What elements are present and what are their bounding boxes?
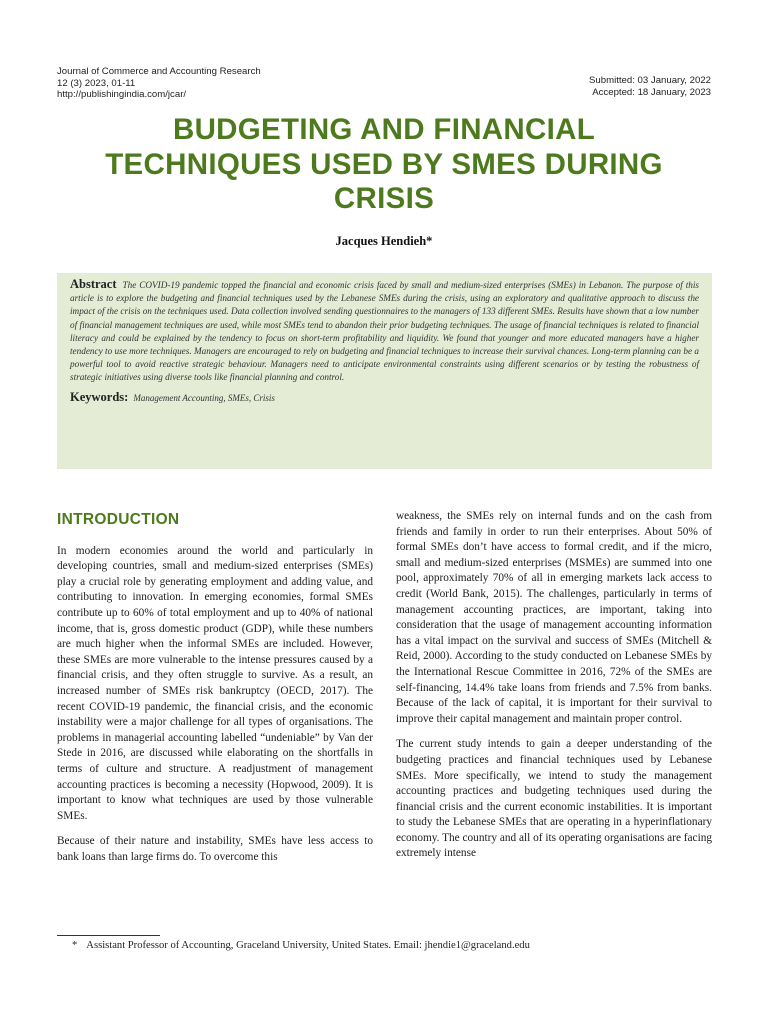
- journal-name: Journal of Commerce and Accounting Research: [57, 66, 261, 77]
- left-column: [57, 509, 373, 875]
- body-paragraph: In modern economies around the world and particularly in developing countries, small and medium-sized enterprises (SMEs) play a crucial role by generating employment and adding value, and contributing to innovation. In emerging economies, formal SMEs contribute up to 60% of total employment and up to 40% of national income, that is, gross domestic product (GDP), while these numbers are much higher when the informal SMEs are included. However, these SMEs are more vulnerable to the intense pressures caused by a financial crisis, and they often struggle to survive. As a result, an increased number of SMEs risk bankruptcy (OECD, 2017). The recent COVID-19 pandemic, the financial crisis, and the economic instability were a major challenge for all types of organisations. The problems in managerial accounting labelled “undeniable” by Van der Stede in 2016, are discussed while elaborating on the shortfalls in terms of culture and structure. A readjustment of management accounting practices is becoming a necessity (Hopwood, 2009). It is important to know what techniques are used by those vulnerable SMEs.: [57, 544, 373, 822]
- footnote-mark: *: [72, 940, 78, 951]
- abstract-label: Abstract: [70, 277, 117, 291]
- keywords: [70, 390, 699, 405]
- abstract-text: The COVID-19 pandemic topped the financial and economic crisis faced by small and medium-sized enterprises (SMEs) in Lebanon. The purpose of this article is to explore the budgeting and financial techniques used by the Lebanese SMEs during the crisis, using an exploratory and qualitative approach to discuss the impact of the crisis on the techniques used. Data collection involved sending questionnaires to the managers of 133 different SMEs. Results have shown that a low number of financial management techniques are used, while most SMEs tend to abandon their prior budgeting techniques. The usage of financial techniques is related to financial literacy and could be explained by the tendency to focus on short-term profitability and liquidity. We found that younger and more educated managers have a higher tendency to use more techniques. Managers are encouraged to rely on budgeting and financial techniques to increase their survival chances. Long-term planning can be a powerful tool to avoid reactive strategic behaviour. Managers need to anticipate environmental constraints using different scenarios or by testing the robustness of strategic initiatives using diverse tools like financial planning and control.: [70, 280, 699, 383]
- right-column: [396, 509, 712, 872]
- journal-info: [57, 66, 261, 101]
- accepted-date: Accepted: 18 January, 2023: [592, 87, 711, 99]
- author-name: Jacques Hendieh*: [335, 234, 433, 248]
- body-paragraph: Because of their nature and instability, SMEs have less access to bank loans than large firms do. To overcome this: [57, 835, 373, 863]
- body-paragraph: The current study intends to gain a deeper understanding of the budgeting practices and financial techniques used by Lebanese SMEs. More specifically, we intend to study the management accounting practices and budgeting techniques used during the financial crisis and the current economic instabilities. It is important to study the Lebanese SMEs that are operating in a hyperinflationary economy. The country and all of its operating organisations are facing extremely intense: [396, 738, 713, 860]
- footnote: [72, 940, 530, 951]
- submission-dates: [589, 75, 711, 100]
- footnote-text: Assistant Professor of Accounting, Graceland University, United States. Email: jhendie1@graceland.edu: [86, 940, 530, 951]
- keywords-label: Keywords:: [70, 389, 129, 404]
- title-line: CRISIS: [333, 182, 435, 215]
- title-line: BUDGETING AND FINANCIAL: [172, 113, 596, 146]
- keywords-value: Management Accounting, SMEs, Crisis: [133, 392, 275, 403]
- footnote-divider: [57, 935, 160, 936]
- journal-issue: 12 (3) 2023, 01-11: [57, 77, 136, 89]
- journal-url[interactable]: http://publishingindia.com/jcar/: [57, 89, 187, 101]
- paper-title: [60, 113, 708, 217]
- body-paragraph: weakness, the SMEs rely on internal funds and on the cash from friends and family in order to run their enterprises. About 50% of formal SMEs don’t have access to formal credit, and if the micro, small and medium-sized enterprises (MSMEs) are summed into one pool, approximately 70% of all in emerging markets lack access to credit (World Bank, 2015). The challenges, particularly in terms of management accounting practices, are important, taking into consideration that the usage of management accounting information has a vital impact on the survival and success of SMEs (Mitchell & Reid, 2000). According to the study conducted on Lebanese SMEs by the International Rescue Committee in 2016, 72% of the SMEs are self-financing, 14.4% take loans from friends and 7.5% from banks. Because of the lack of capital, it is important for their survival to improve their capital management and maintain proper control.: [396, 510, 712, 725]
- submitted-date: Submitted: 03 January, 2022: [589, 75, 711, 86]
- abstract-box: [57, 273, 712, 469]
- title-line: TECHNIQUES USED BY SMES DURING: [105, 147, 663, 181]
- section-heading-introduction: INTRODUCTION: [57, 511, 180, 528]
- abstract: [70, 278, 699, 385]
